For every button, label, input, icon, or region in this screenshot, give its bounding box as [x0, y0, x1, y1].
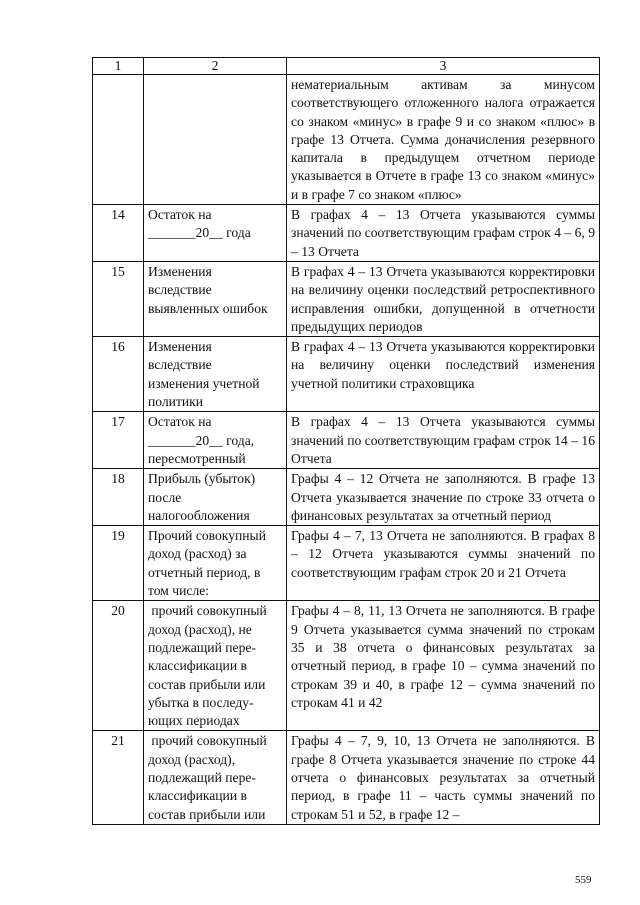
row-indicator-name [144, 601, 287, 731]
row-fill-instructions: нематериальным активам за минусом соответствующего отложенного налога отражается со знаком «минус» в графе 9 и со знаком «плюс» в графе 13 Отчета. Сумма доначисления резервного капитала в предыдущем отчетном периоде указывается в Отчете в графе 13 со знаком «минус» и в графе 7 со знаком «плюс» [287, 75, 600, 205]
indicator-name-line: налогообложения [148, 507, 250, 523]
table-row [93, 205, 600, 262]
row-number: 14 [93, 205, 144, 262]
row-indicator-name [144, 75, 287, 205]
indicator-name-line: состав прибыли или [148, 806, 266, 822]
indicator-name-line: вследствие [148, 357, 212, 373]
table-row [93, 75, 600, 205]
header-row [93, 58, 600, 75]
page-number: 559 [575, 874, 592, 886]
row-indicator-name [144, 337, 287, 412]
indicator-name-line: классификации в [148, 788, 247, 804]
indicator-name-line: том числе: [148, 583, 210, 599]
indicator-name-line: Остаток на [148, 414, 212, 430]
row-indicator-name [144, 469, 287, 526]
header-col-2: 2 [144, 58, 287, 75]
indicator-name-line: _______20__ года, [148, 432, 255, 448]
indicator-name-line: доход (расход), [148, 751, 236, 767]
indicator-name-line: доход (расход) за [148, 546, 247, 562]
table-row [93, 412, 600, 469]
indicator-name-line: доход (расход), не [148, 621, 252, 637]
table-row [93, 261, 600, 336]
table-row [93, 526, 600, 601]
indicator-name-line: Изменения [148, 339, 212, 355]
indicator-name-line: отчетный период, в [148, 564, 261, 580]
indicator-name-line: классификации в [148, 658, 247, 674]
indicator-name-line: после [148, 489, 182, 505]
indicator-name-line: вследствие [148, 282, 212, 298]
indicator-name-line: Прибыль (убыток) [148, 471, 256, 487]
indicator-name-line: ющих периодах [148, 713, 240, 729]
row-number [93, 75, 144, 205]
table-row [93, 601, 600, 731]
indicator-name-line: прочий совокупный [148, 603, 267, 619]
indicator-name-line: прочий совокупный [148, 733, 267, 749]
indicator-name-line: состав прибыли или [148, 676, 266, 692]
row-fill-instructions: В графах 4 – 13 Отчета указываются корректировки на величину оценки последствий ретроспективного исправления ошибки, допущенной в отчетности предыдущих периодов [287, 261, 600, 336]
row-indicator-name [144, 261, 287, 336]
table-row [93, 469, 600, 526]
indicator-name-line: изменения учетной [148, 375, 260, 391]
row-indicator-name [144, 412, 287, 469]
row-number: 17 [93, 412, 144, 469]
indicator-name-line: убытка в последу- [148, 694, 254, 710]
row-number: 20 [93, 601, 144, 731]
row-number: 21 [93, 731, 144, 824]
row-fill-instructions: Графы 4 – 7, 13 Отчета не заполняются. В графах 8 – 12 Отчета указываются суммы значений по соответствующим графам строк 20 и 21 Отчета [287, 526, 600, 601]
row-number: 16 [93, 337, 144, 412]
row-fill-instructions: В графах 4 – 13 Отчета указываются суммы значений по соответствующим графам строк 14 – 16 Отчета [287, 412, 600, 469]
row-number: 15 [93, 261, 144, 336]
indicator-name-line: подлежащий пере- [148, 639, 256, 655]
indicator-name-line: выявленных ошибок [148, 300, 268, 316]
indicator-name-line: пересмотренный [148, 450, 246, 466]
indicator-name-line: Изменения [148, 263, 212, 279]
row-number: 19 [93, 526, 144, 601]
row-fill-instructions: В графах 4 – 13 Отчета указываются корректировки на величину оценки последствий изменения учетной политики страховщика [287, 337, 600, 412]
header-col-3: 3 [287, 58, 600, 75]
indicator-name-line: политики [148, 394, 204, 410]
row-number: 18 [93, 469, 144, 526]
row-indicator-name [144, 731, 287, 824]
indicator-name-line: подлежащий пере- [148, 769, 256, 785]
indicator-name-line: _______20__ года [148, 225, 251, 241]
header-col-1: 1 [93, 58, 144, 75]
table-row [93, 731, 600, 824]
document-table [92, 57, 600, 825]
row-indicator-name [144, 526, 287, 601]
row-indicator-name [144, 205, 287, 262]
table-row [93, 337, 600, 412]
row-fill-instructions: Графы 4 – 8, 11, 13 Отчета не заполняются. В графе 9 Отчета указывается сумма значений по строкам 35 и 38 отчета о финансовых результатах за отчетный период, в графе 10 – сумма значений по строкам 39 и 40, в графе 12 – сумма значений по строкам 41 и 42 [287, 601, 600, 731]
indicator-name-line: Прочий совокупный [148, 528, 266, 544]
indicator-name-line: Остаток на [148, 207, 212, 223]
row-fill-instructions: В графах 4 – 13 Отчета указываются суммы значений по соответствующим графам строк 4 – 6, 9 – 13 Отчета [287, 205, 600, 262]
row-fill-instructions: Графы 4 – 12 Отчета не заполняются. В графе 13 Отчета указывается значение по строке 33 отчета о финансовых результатах за отчетный период [287, 469, 600, 526]
row-fill-instructions: Графы 4 – 7, 9, 10, 13 Отчета не заполняются. В графе 8 Отчета указывается значение по строке 44 отчета о финансовых результатах за отчетный период, в графе 11 – часть суммы значений по строкам 51 и 52, в графе 12 – [287, 731, 600, 824]
